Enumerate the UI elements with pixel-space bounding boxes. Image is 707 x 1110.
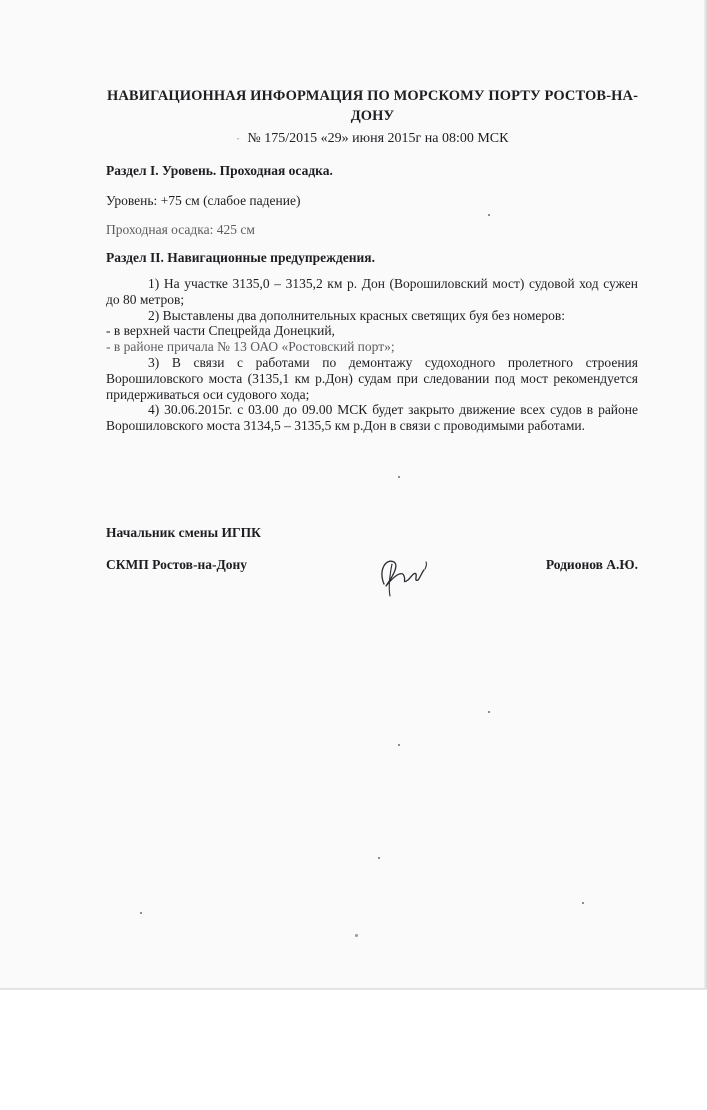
section-2-heading: Раздел II. Навигационные предупреждения. — [106, 250, 375, 265]
issue-number-date — [100, 130, 645, 148]
scan-speck — [488, 711, 490, 713]
warning-item-2-buoy-a: - в верхней части Спецрейда Донецкий, — [106, 323, 335, 339]
scan-speck — [140, 912, 142, 914]
scan-mark-icon: ‧ — [236, 134, 240, 144]
warning-item-4: 4) 30.06.2015г. с 03.00 до 09.00 МСК будет закрыто движение всех судов в районе Ворошиловского моста 3134,5 – 3135,5 км р.Дон в связи с проводимыми работами. — [106, 402, 638, 434]
signature-block — [106, 520, 638, 580]
signatory-organization: СКМП Ростов-на-Дону — [106, 557, 248, 572]
navigation-warnings-list — [106, 276, 638, 434]
signatory-role: Начальник смены ИГПК — [106, 525, 261, 540]
issue-text: № 175/2015 «29» июня 2015г на 08:00 МСК — [247, 131, 509, 147]
warning-item-3: 3) В связи с работами по демонтажу судоходного пролетного строения Ворошиловского моста (3135,1 км р.Дон) судам при следовании под мост рекомендуется придерживаться оси судового хода; — [106, 354, 638, 402]
scan-edge-bottom — [0, 988, 707, 990]
passing-draft: Проходная осадка: 425 см — [106, 222, 255, 237]
water-level: Уровень: +75 см (слабое падение) — [106, 193, 301, 208]
scan-speck — [398, 476, 400, 478]
warning-item-2-buoy-b: - в районе причала № 13 ОАО «Ростовский порт»; — [106, 339, 395, 355]
scan-speck — [488, 214, 490, 216]
scan-speck — [398, 744, 400, 746]
warning-item-1: 1) На участке 3135,0 – 3135,2 км р. Дон (Ворошиловский мост) судовой ход сужен до 80 метров; — [106, 276, 638, 307]
scan-speck — [582, 902, 584, 904]
document-title: НАВИГАЦИОННАЯ ИНФОРМАЦИЯ ПО МОРСКОМУ ПОРТУ РОСТОВ-НА-ДОНУ — [106, 88, 639, 124]
scan-speck — [355, 934, 358, 937]
warning-item-2: 2) Выставлены два дополнительных красных светящих буя без номеров: — [148, 307, 566, 323]
handwritten-signature-icon — [364, 540, 444, 600]
scan-speck — [378, 857, 380, 859]
signatory-name: Родионов А.Ю. — [545, 557, 638, 572]
section-1-heading: Раздел I. Уровень. Проходная осадка. — [106, 163, 333, 178]
